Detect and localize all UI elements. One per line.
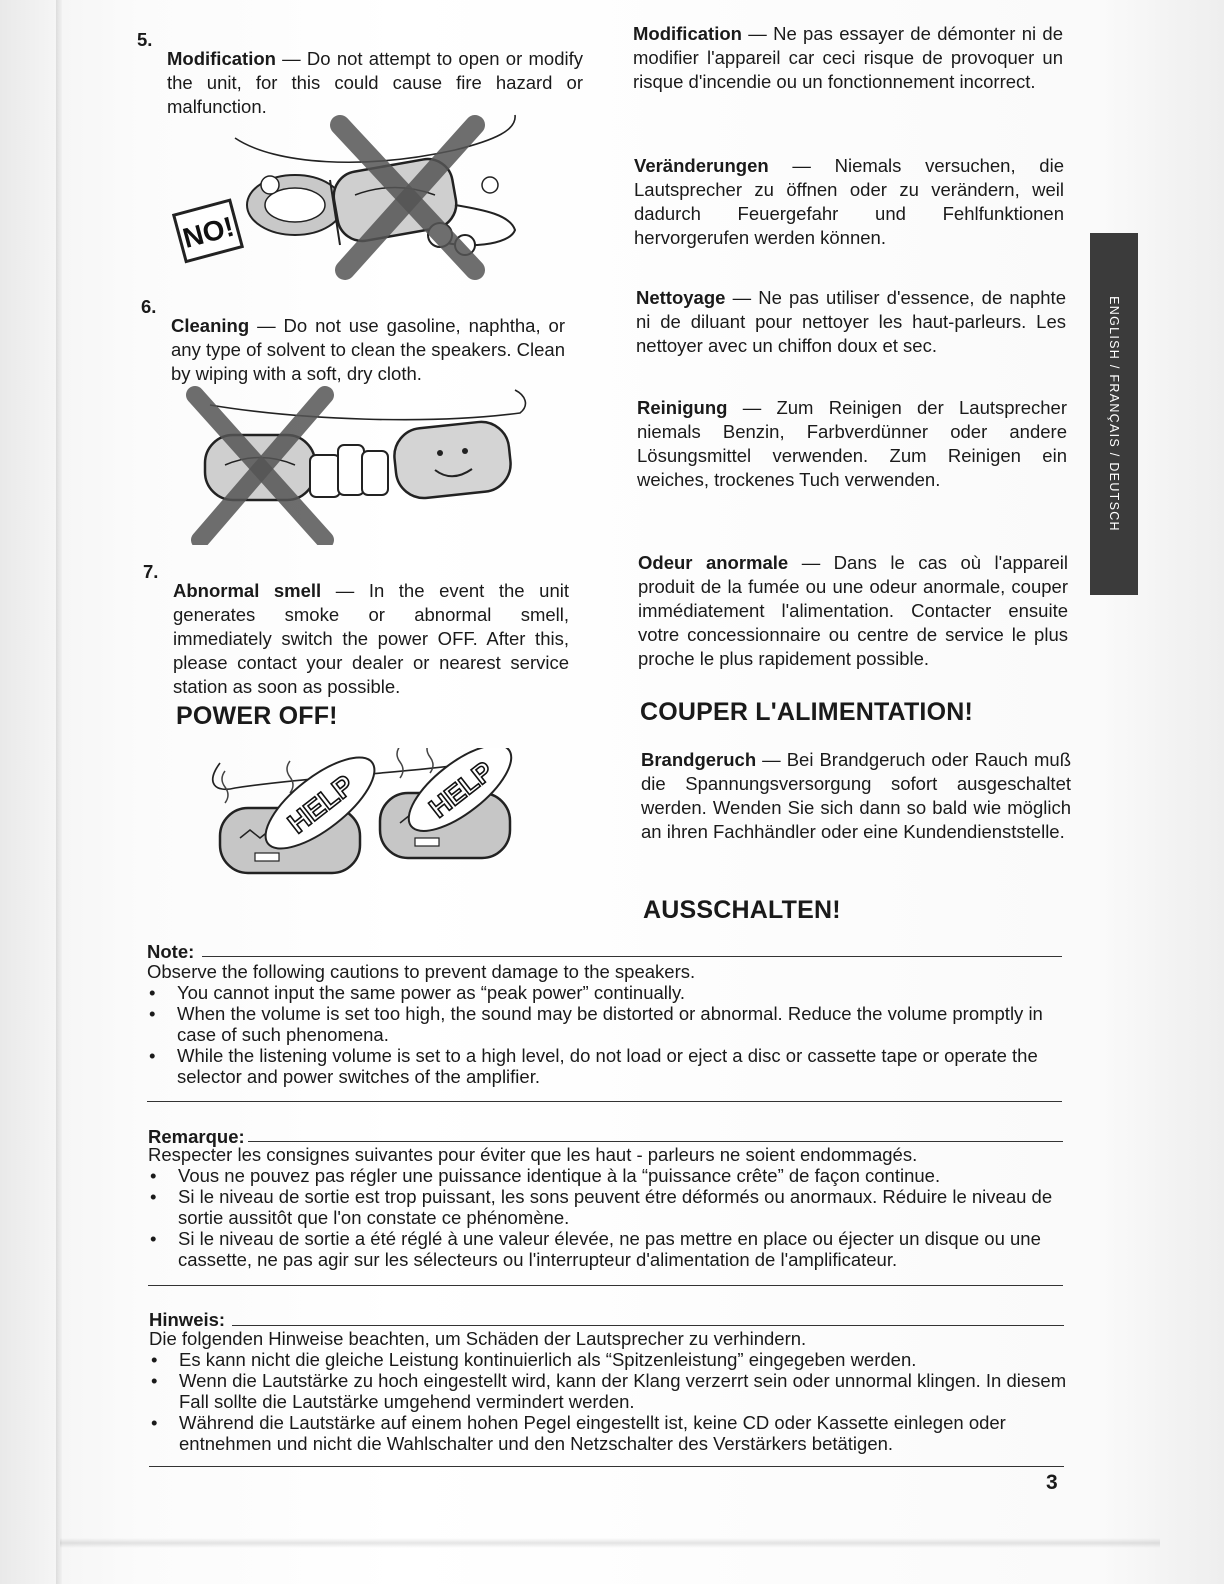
item-title: Nettoyage [636, 287, 726, 308]
note-de-bullet: • Wenn die Lautstärke zu hoch eingestellt wird, kann der Klang verzerrt sein oder unnormal klingen. In diesem Fall sollte die Lautstärke umgehend vermindert werden. [149, 1370, 1067, 1412]
power-off-heading: POWER OFF! [176, 702, 338, 730]
modification-de: Veränderungen — Niemals versuchen, die Lautsprecher zu öffnen oder zu verändern, weil dadurch Feuergefahr und Fehlfunktionen hervorgerufen werden können. [634, 155, 1064, 248]
item-title: Abnormal smell [173, 579, 322, 601]
language-tab-label: ENGLISH / FRANÇAIS / DEUTSCH [1107, 296, 1121, 532]
ausschalten-heading: AUSSCHALTEN! [643, 896, 841, 924]
item-title: Brandgeruch [641, 749, 757, 770]
note-de-body [149, 1328, 1067, 1454]
note-de-bullet: • Es kann nicht die gleiche Leistung kontinuierlich als “Spitzenleistung” eingegeben werden. [149, 1349, 1067, 1370]
page-number: 3 [1046, 1471, 1058, 1494]
couper-heading: COUPER L'ALIMENTATION! [640, 698, 974, 726]
note-en-bullet: • While the listening volume is set to a high level, do not load or eject a disc or cassette tape or operate the selector and power switches of the amplifier. [147, 1045, 1065, 1087]
item-modification-en: 5. Modification — Do not attempt to open or modify the unit, for this could cause fire hazard or malfunction. [137, 29, 583, 117]
abnormal-smell-de: Brandgeruch — Bei Brandgeruch oder Rauch muß die Spannungsversorgung sofort ausgeschaltet werden. Wenden Sie sich dann so bald wie möglich an ihren Fachhändler oder eine Kundendienststelle. [641, 749, 1071, 842]
no-sign-text: NO! [179, 210, 238, 254]
note-en-intro: Observe the following cautions to prevent damage to the speakers. [147, 961, 696, 982]
note-fr-intro: Respecter les consignes suivantes pour éviter que les haut - parleurs ne soient endommagés. [148, 1144, 918, 1165]
note-de-top-rule [232, 1325, 1064, 1326]
item-abnormal-smell-en: 7. Abnormal smell — In the event the unit generates smoke or abnormal smell, immediately switch the power OFF. After this, please contact your dealer or nearest service station as soon as possible. [143, 561, 569, 697]
note-de-bullet: • Während die Lautstärke auf einem hohen Pegel eingestellt ist, keine CD oder Kassette einlegen oder entnehmen und nicht die Wahlschalter und den Netzschalter des Verstärkers betätigen. [149, 1412, 1067, 1454]
note-fr-bullet: • Si le niveau de sortie a été réglé à une valeur élevée, ne pas mettre en place ou éjecter un disque ou une cassette, ne pas agir sur les sélecteurs ou l'interrupteur d'alimentation de l'amplificateur. [148, 1228, 1066, 1270]
note-en-bottom-rule [147, 1101, 1062, 1102]
item-title: Modification [633, 23, 742, 44]
note-fr-bullet: • Vous ne pouvez pas régler une puissance identique à la “puissance crête” de façon continue. [148, 1165, 1066, 1186]
help-bubble-left-text: HELP [281, 768, 360, 840]
note-en-bullet: • You cannot input the same power as “peak power” continually. [147, 982, 1065, 1003]
illustration-do-not-open [165, 110, 545, 280]
page-fold-shadow [56, 0, 62, 1584]
note-en-bullet: • When the volume is set too high, the sound may be distorted or abnormal. Reduce the volume promptly in case of such phenomena. [147, 1003, 1065, 1045]
note-fr-bottom-rule [148, 1285, 1063, 1286]
cleaning-fr: Nettoyage — Ne pas utiliser d'essence, de naphte ni de diluant pour nettoyer les haut-parleurs. Les nettoyer avec un chiffon doux et sec. [636, 287, 1066, 356]
illustration-help-speakers [195, 748, 535, 888]
modification-fr: Modification — Ne pas essayer de démonter ni de modifier l'appareil car ceci risque de provoquer un risque d'incendie ou un fonctionnement incorrect. [633, 23, 1063, 92]
item-title: Reinigung [637, 397, 728, 418]
item-cleaning-en: 6. Cleaning — Do not use gasoline, naphtha, or any type of solvent to clean the speakers. Clean by wiping with a soft, dry cloth. [141, 296, 565, 384]
note-de-bottom-rule [149, 1466, 1064, 1467]
note-fr-bullet: • Si le niveau de sortie est trop puissant, les sons peuvent étre déformés ou anormaux. Réduire le niveau de sortie aussitôt que l'on constate ce phénomène. [148, 1186, 1066, 1228]
item-title: Cleaning [171, 314, 250, 336]
item-title: Veränderungen [634, 155, 769, 176]
item-title: Modification [167, 47, 276, 69]
language-side-tab [1090, 233, 1138, 595]
note-fr-top-rule [248, 1141, 1063, 1142]
note-fr-body [148, 1144, 1066, 1270]
note-de-title: Hinweis: [149, 1309, 226, 1330]
note-en-top-rule [202, 956, 1062, 957]
cleaning-de: Reinigung — Zum Reinigen der Lautsprecher niemals Benzin, Farbverdünner oder andere Lösungsmittel verwenden. Zum Reinigen ein weiches, trockenes Tuch verwenden. [637, 397, 1067, 490]
note-en-title: Note: [147, 941, 195, 962]
note-fr-title: Remarque: [148, 1126, 245, 1147]
help-bubble-right-text: HELP [423, 755, 499, 824]
note-en-body [147, 961, 1065, 1087]
item-title: Odeur anormale [638, 552, 789, 573]
page-bottom-edge [60, 1538, 1160, 1548]
note-de-intro: Die folgenden Hinweise beachten, um Schäden der Lautsprecher zu verhindern. [149, 1328, 807, 1349]
illustration-no-solvent [180, 385, 540, 545]
abnormal-smell-fr: Odeur anormale — Dans le cas où l'appareil produit de la fumée ou une odeur anormale, couper immédiatement l'alimentation. Contacter ensuite votre concessionnaire ou centre de service le plus proche le plus rapidement possible. [638, 552, 1068, 669]
